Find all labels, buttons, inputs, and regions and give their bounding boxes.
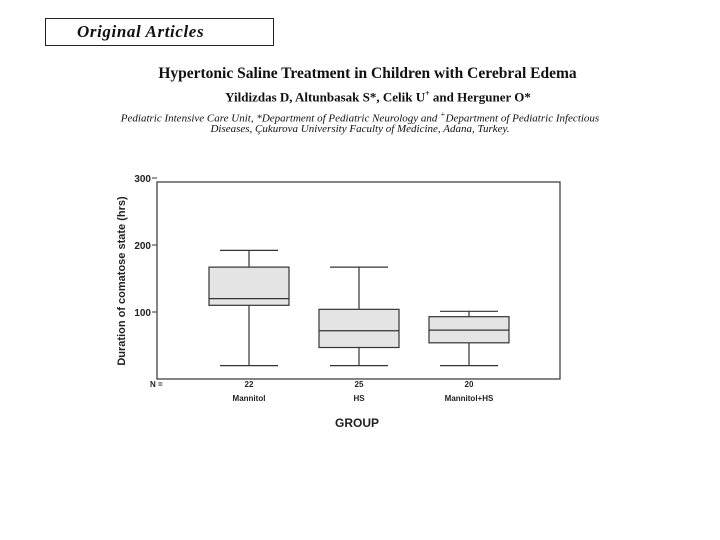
- n-value: 20: [464, 380, 474, 389]
- authors-superscript: +: [425, 89, 430, 98]
- y-tick-label: 100: [134, 308, 151, 319]
- y-axis-label: Duration of comatose state (hrs): [116, 196, 128, 366]
- affiliation-text-b: Department of Pediatric Infectious: [445, 112, 600, 125]
- box-iqr: [319, 309, 399, 347]
- y-tick-label: 200: [134, 241, 151, 252]
- box-iqr: [209, 267, 289, 305]
- y-tick-label: 300: [134, 174, 151, 185]
- n-value: 25: [354, 380, 364, 389]
- category-label: HS: [353, 394, 365, 403]
- x-axis-label: GROUP: [334, 416, 380, 430]
- n-value: 22: [244, 380, 254, 389]
- article-title: Hypertonic Saline Treatment in Children with Cerebral Edema: [158, 65, 577, 82]
- affiliation-text-a: Pediatric Intensive Care Unit, *Department of Pediatric Neurology and: [120, 112, 441, 125]
- affiliation-line-2: Diseases, Çukurova University Faculty of Medicine, Adana, Turkey.: [210, 123, 510, 135]
- n-label: N =: [150, 380, 163, 389]
- section-label: Original Articles: [45, 18, 274, 46]
- authors-names: Yildizdas D, Altunbasak S*, Celik U: [225, 89, 426, 105]
- authors-names-tail: and Herguner O*: [429, 89, 531, 105]
- affiliation-superscript: +: [440, 110, 446, 119]
- category-label: Mannitol: [232, 394, 266, 403]
- category-label: Mannitol+HS: [444, 394, 494, 403]
